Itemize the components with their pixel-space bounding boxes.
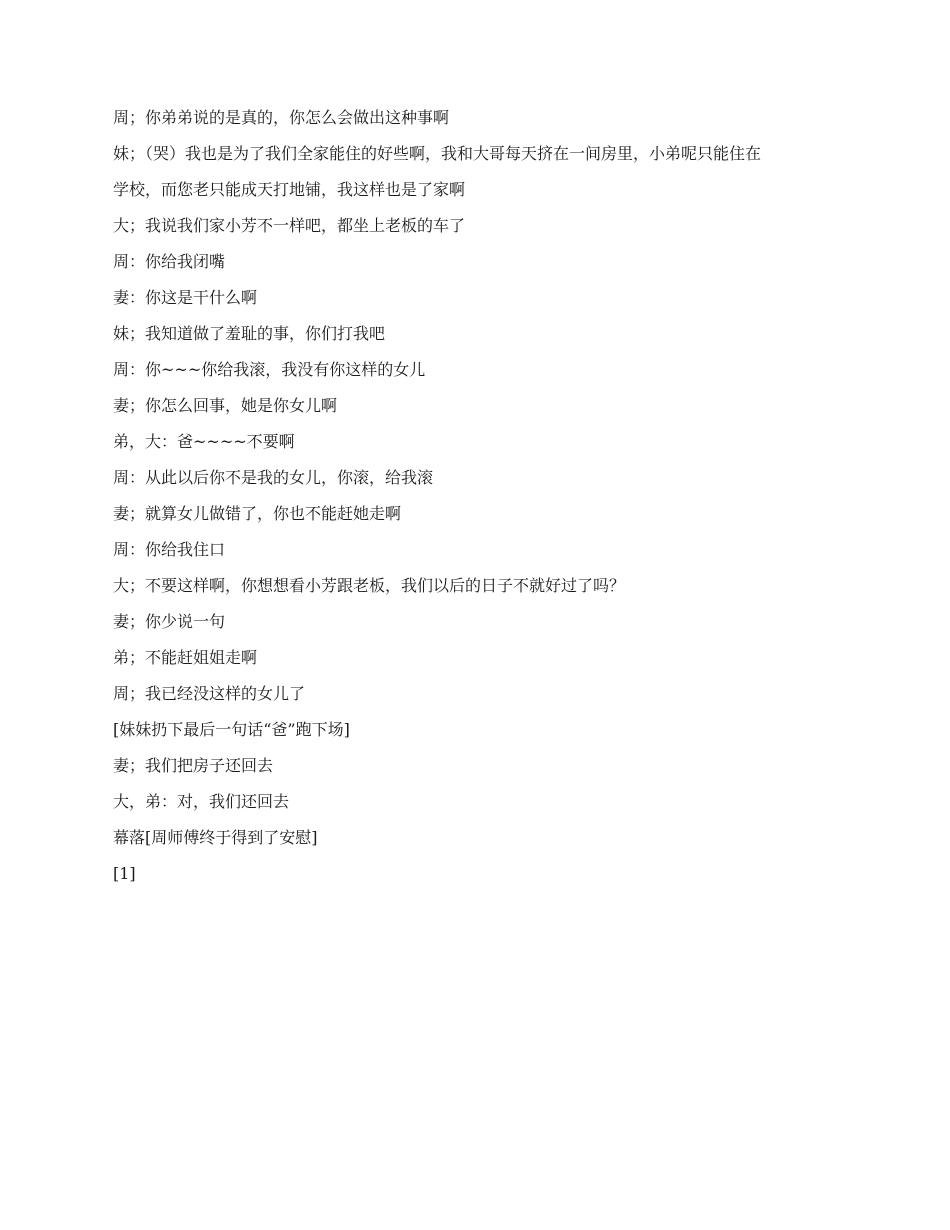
dialogue-line: 妹；我知道做了羞耻的事，你们打我吧 [113,324,386,343]
dialogue-line: 周：你给我闭嘴 [113,252,226,271]
dialogue-line: 大；不要这样啊，你想想看小芳跟老板，我们以后的日子不就好过了吗？ [113,576,626,595]
dialogue-line: 弟；不能赶姐姐走啊 [113,648,258,667]
document-body [113,108,841,900]
dialogue-line: 妻；我们把房子还回去 [113,756,274,775]
dialogue-line: 周：你给我住口 [113,540,226,559]
dialogue-line: 妻；你怎么回事，她是你女儿啊 [113,396,338,415]
dialogue-line: 周：你~~~你给我滚，我没有你这样的女儿 [113,360,426,379]
dialogue-line: 周；你弟弟说的是真的，你怎么会做出这种事啊 [113,108,450,127]
dialogue-line: 周；我已经没这样的女儿了 [113,684,306,703]
stage-direction: [妹妹扔下最后一句话“爸”跑下场] [113,720,350,739]
dialogue-line: 周：从此以后你不是我的女儿，你滚，给我滚 [113,468,434,487]
dialogue-line: 弟，大：爸~~~~不要啊 [113,432,295,451]
dialogue-line: 大；我说我们家小芳不一样吧，都坐上老板的车了 [113,216,466,235]
dialogue-line: 大，弟：对，我们还回去 [113,792,290,811]
dialogue-line: 学校，而您老只能成天打地铺，我这样也是了家啊 [113,180,466,199]
footnote-reference: [1] [113,864,136,883]
dialogue-line: 妻：你这是干什么啊 [113,288,258,307]
stage-direction: 幕落[周师傅终于得到了安慰] [113,828,318,847]
dialogue-line: 妹；（哭）我也是为了我们全家能住的好些啊，我和大哥每天挤在一间房里，小弟呢只能住在 [113,144,762,163]
dialogue-line: 妻；就算女儿做错了，你也不能赶她走啊 [113,504,402,523]
dialogue-line: 妻；你少说一句 [113,612,226,631]
